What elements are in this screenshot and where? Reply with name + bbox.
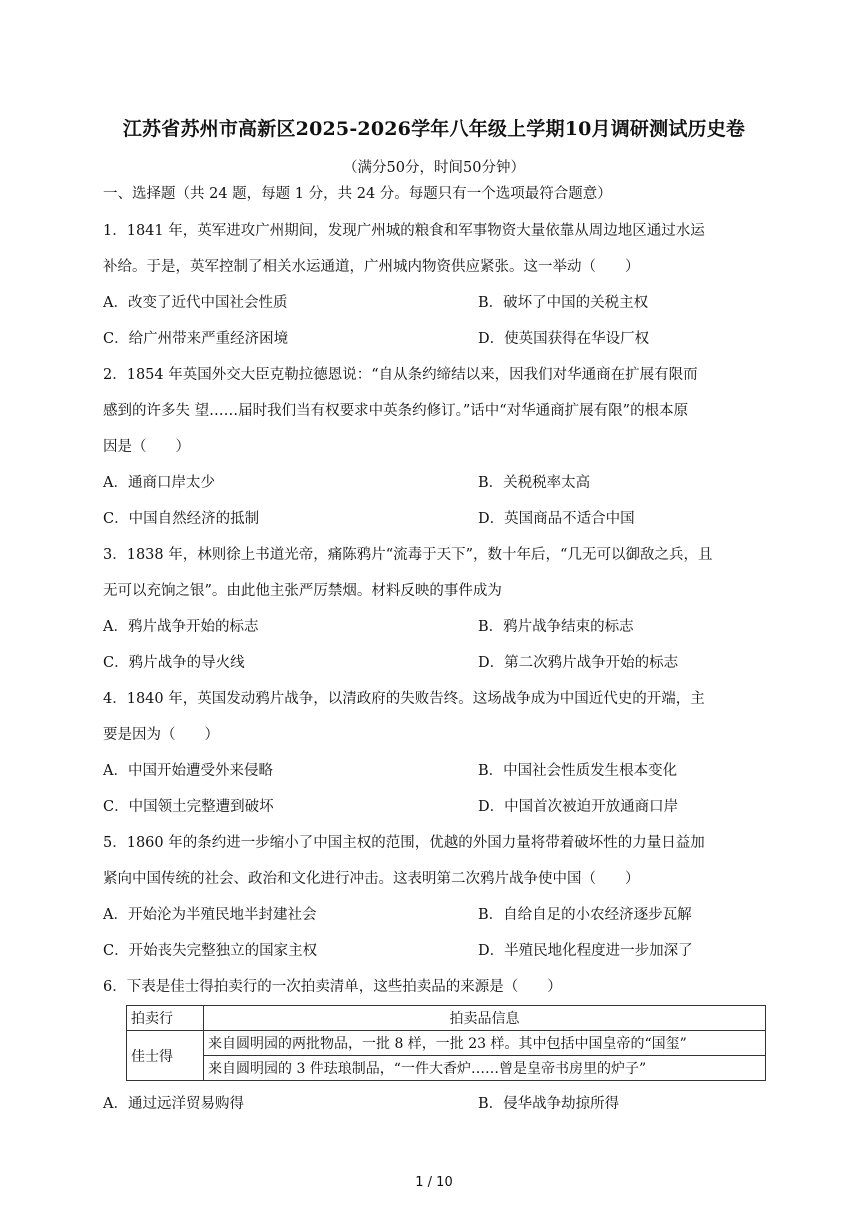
question-2-option-b: B．关税税率太高: [478, 475, 591, 491]
question-2-line-2: 感到的许多失 望……届时我们当有权要求中英条约修订。”话中“对华通商扩展有限”的根本原: [103, 403, 689, 419]
question-5-option-b: B．自给自足的小农经济逐步瓦解: [478, 907, 692, 923]
question-4-line-2: 要是因为（ ）: [103, 727, 219, 743]
table-row: [127, 1031, 766, 1056]
question-1-option-a: A．改变了近代中国社会性质: [103, 295, 288, 311]
question-3-line-2: 无可以充饷之银”。由此他主张严厉禁烟。材料反映的事件成为: [103, 583, 502, 599]
question-3-option-d: D．第二次鸦片战争开始的标志: [478, 655, 679, 671]
question-5-option-d: D．半殖民地化程度进一步加深了: [478, 943, 693, 959]
table-header-info: 拍卖品信息: [204, 1006, 766, 1031]
question-1-line-1: 1．1841 年，英军进攻广州期间，发现广州城的粮食和军事物资大量依靠从周边地区通过水运: [103, 223, 705, 239]
question-6-line-1: 6．下表是佳士得拍卖行的一次拍卖清单，这些拍卖品的来源是（ ）: [103, 979, 562, 995]
question-6-option-b: B．侵华战争劫掠所得: [478, 1096, 620, 1112]
question-5-option-c: C．开始丧失完整独立的国家主权: [103, 943, 318, 959]
question-1-option-d: D．使英国获得在华设厂权: [478, 331, 650, 347]
table-header-house: 拍卖行: [127, 1006, 204, 1031]
table-row: [127, 1056, 766, 1081]
page-number: 1 / 10: [415, 1175, 453, 1190]
question-2-option-d: D．英国商品不适合中国: [478, 511, 635, 527]
page-title: 江苏省苏州市高新区2025-2026学年八年级上学期10月调研测试历史卷: [122, 118, 746, 140]
question-2-option-a: A．通商口岸太少: [103, 475, 215, 491]
question-4-option-d: D．中国首次被迫开放通商口岸: [478, 799, 679, 815]
question-5-line-1: 5．1860 年的条约进一步缩小了中国主权的范围，优越的外国力量将带着破坏性的力量日益加: [103, 835, 705, 851]
page-subtitle: （满分50分，时间50分钟）: [343, 160, 525, 176]
question-2-option-c: C．中国自然经济的抵制: [103, 511, 260, 527]
section-heading: 一、选择题（共 24 题，每题 1 分，共 24 分。每题只有一个选项最符合题意）: [103, 186, 612, 202]
question-6-option-a: A．通过远洋贸易购得: [103, 1096, 244, 1112]
question-4-option-c: C．中国领土完整遭到破坏: [103, 799, 274, 815]
table-cell-item: 来自圆明园的两批物品，一批 8 样，一批 23 样。其中包括中国皇帝的“国玺”: [204, 1031, 766, 1056]
question-4-option-a: A．中国开始遭受外来侵略: [103, 763, 273, 779]
table-cell-house: 佳士得: [127, 1031, 204, 1081]
auction-table: [126, 1005, 766, 1081]
question-1-option-b: B．破坏了中国的关税主权: [478, 295, 649, 311]
question-2-line-1: 2．1854 年英国外交大臣克勒拉德恩说：“自从条约缔结以来，因我们对华通商在扩展有限而: [103, 367, 698, 383]
question-5-line-2: 紧向中国传统的社会、政治和文化进行冲击。这表明第二次鸦片战争使中国（ ）: [103, 871, 640, 887]
question-2-line-3: 因是（ ）: [103, 439, 190, 455]
table-header-row: [127, 1006, 766, 1031]
question-4-option-b: B．中国社会性质发生根本变化: [478, 763, 678, 779]
question-1-line-2: 补给。于是，英军控制了相关水运通道，广州城内物资供应紧张。这一举动（ ）: [103, 259, 640, 275]
question-3-option-b: B．鸦片战争结束的标志: [478, 619, 634, 635]
question-3-option-c: C．鸦片战争的导火线: [103, 655, 245, 671]
question-1-option-c: C．给广州带来严重经济困境: [103, 331, 289, 347]
question-4-line-1: 4．1840 年，英国发动鸦片战争，以清政府的失败告终。这场战争成为中国近代史的开端，主: [103, 691, 705, 707]
question-3-line-1: 3．1838 年，林则徐上书道光帝，痛陈鸦片“流毒于天下”，数十年后，“几无可以御敌之兵，且: [103, 547, 713, 563]
table-cell-item: 来自圆明园的 3 件珐琅制品，“一件大香炉……曾是皇帝书房里的炉子”: [204, 1056, 766, 1081]
question-3-option-a: A．鸦片战争开始的标志: [103, 619, 259, 635]
question-5-option-a: A．开始沦为半殖民地半封建社会: [103, 907, 317, 923]
